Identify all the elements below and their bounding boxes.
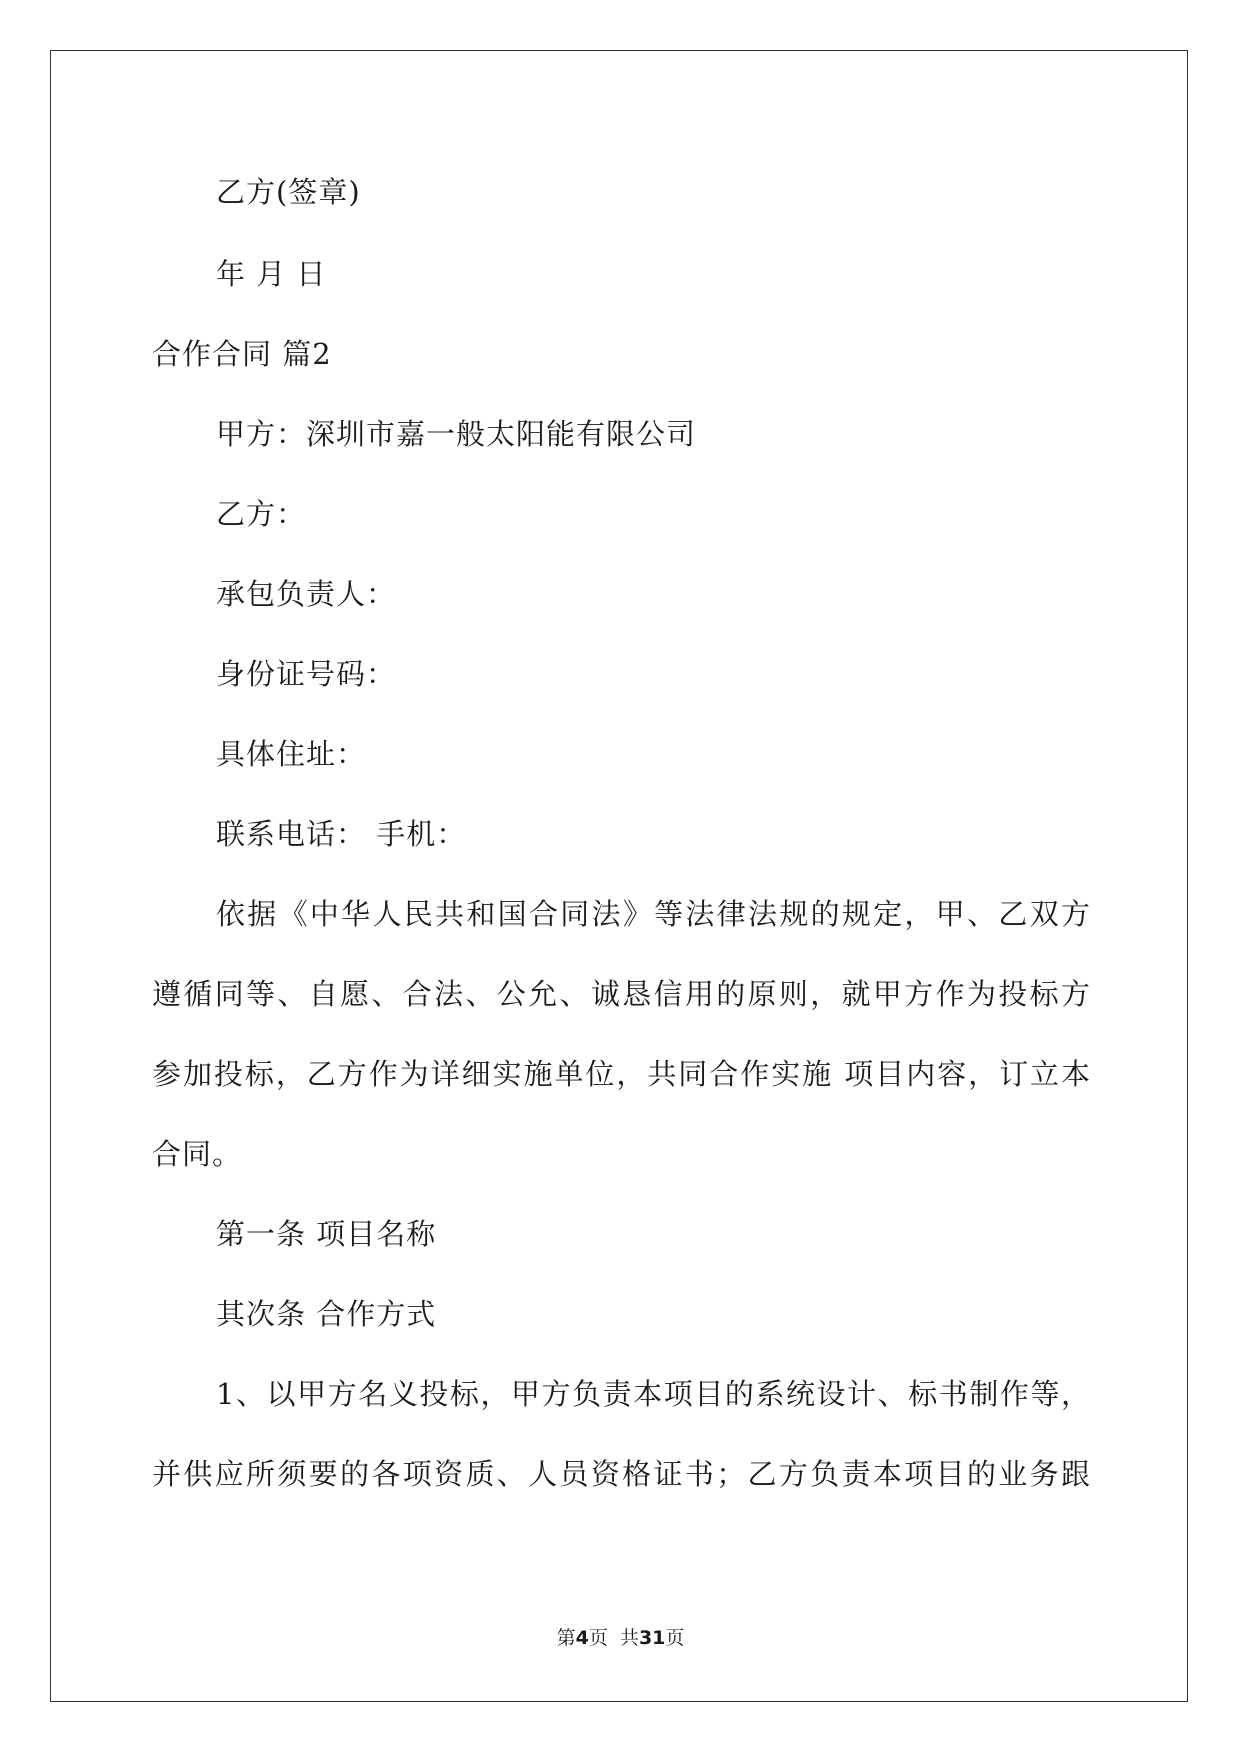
footer-mid: 页 共 (588, 1627, 639, 1649)
paragraph-line: 参加投标，乙方作为详细实施单位，共同合作实施 项目内容，订立本 (152, 1057, 1091, 1091)
paragraph-line: 合同。 (152, 1137, 243, 1171)
section-title: 合作合同 篇2 (152, 337, 332, 371)
paragraph-line: 1、以甲方名义投标，甲方负责本项目的系统设计、标书制作等， (216, 1377, 1091, 1411)
footer-prefix: 第 (556, 1627, 576, 1649)
page-total: 31 (638, 1627, 666, 1649)
party-a: 甲方：深圳市嘉一般太阳能有限公司 (216, 417, 697, 451)
signature-date: 年 月 日 (216, 257, 327, 291)
signature-party-b: 乙方(签章) (216, 175, 361, 209)
id-number: 身份证号码： (216, 657, 397, 691)
page-footer (0, 1625, 1241, 1651)
paragraph-line: 依据《中华人民共和国合同法》等法律法规的规定，甲、乙双方 (216, 897, 1091, 931)
page-number: 4 (575, 1627, 589, 1649)
footer-suffix: 页 (665, 1627, 685, 1649)
paragraph-line: 遵循同等、自愿、合法、公允、诚恳信用的原则，就甲方作为投标方 (152, 977, 1091, 1011)
article-two: 其次条 合作方式 (216, 1297, 437, 1331)
article-one: 第一条 项目名称 (216, 1217, 437, 1251)
address: 具体住址： (216, 737, 367, 771)
contractor-head: 承包负责人： (216, 577, 397, 611)
party-b: 乙方： (216, 497, 307, 531)
phone: 联系电话： 手机： (216, 817, 467, 851)
paragraph-line: 并供应所须要的各项资质、人员资格证书；乙方负责本项目的业务跟 (152, 1457, 1091, 1491)
